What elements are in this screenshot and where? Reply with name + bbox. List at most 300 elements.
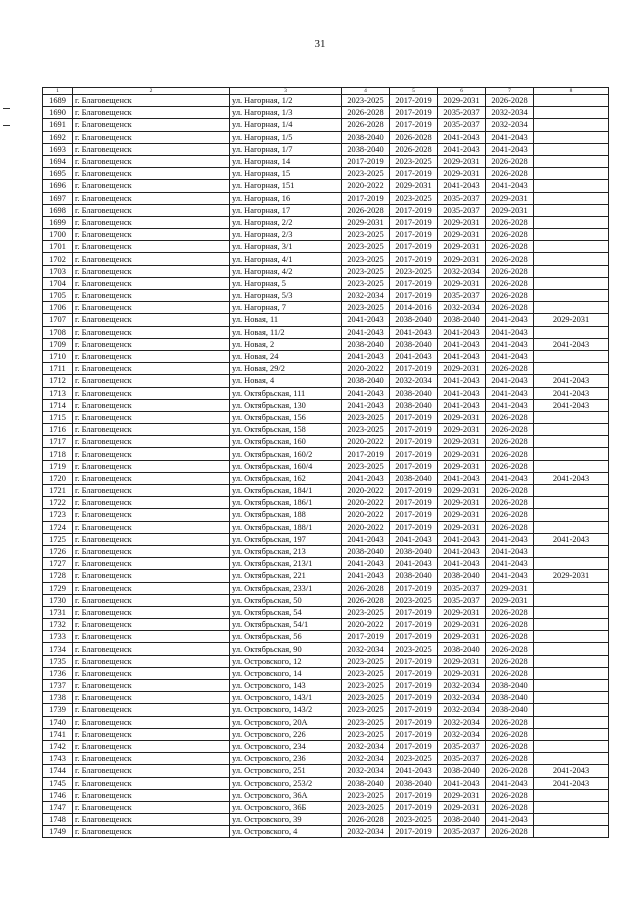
period-cell: 2026-2028 — [486, 826, 534, 838]
period-cell: 2029-2031 — [486, 204, 534, 216]
period-cell — [534, 594, 609, 606]
period-cell — [534, 241, 609, 253]
address-cell: ул. Октябрьская, 90 — [230, 643, 342, 655]
period-cell: 2026-2028 — [486, 619, 534, 631]
row-number: 1693 — [43, 143, 73, 155]
period-cell: 2041-2043 — [438, 375, 486, 387]
city-cell: г. Благовещенск — [73, 302, 230, 314]
period-cell: 2041-2043 — [534, 338, 609, 350]
city-cell: г. Благовещенск — [73, 411, 230, 423]
period-cell: 2041-2043 — [486, 814, 534, 826]
period-cell: 2041-2043 — [438, 558, 486, 570]
city-cell: г. Благовещенск — [73, 338, 230, 350]
period-cell: 2017-2019 — [342, 155, 390, 167]
period-cell: 2041-2043 — [486, 131, 534, 143]
period-cell: 2029-2031 — [438, 497, 486, 509]
period-cell: 2017-2019 — [390, 509, 438, 521]
row-number: 1717 — [43, 436, 73, 448]
period-cell: 2026-2028 — [486, 753, 534, 765]
table-row — [43, 619, 609, 631]
address-cell: ул. Островского, 14 — [230, 667, 342, 679]
period-cell: 2020-2022 — [342, 509, 390, 521]
row-number: 1713 — [43, 387, 73, 399]
period-cell: 2026-2028 — [486, 363, 534, 375]
period-cell: 2017-2019 — [390, 606, 438, 618]
city-cell: г. Благовещенск — [73, 472, 230, 484]
address-cell: ул. Октябрьская, 160/2 — [230, 448, 342, 460]
city-cell: г. Благовещенск — [73, 509, 230, 521]
period-cell: 2026-2028 — [486, 448, 534, 460]
period-cell: 2023-2025 — [342, 253, 390, 265]
row-number: 1749 — [43, 826, 73, 838]
period-cell — [534, 740, 609, 752]
row-number: 1691 — [43, 119, 73, 131]
period-cell: 2029-2031 — [438, 155, 486, 167]
row-number: 1745 — [43, 777, 73, 789]
period-cell: 2026-2028 — [486, 606, 534, 618]
period-cell: 2029-2031 — [534, 314, 609, 326]
table-row — [43, 692, 609, 704]
period-cell: 2041-2043 — [342, 314, 390, 326]
address-cell: ул. Нагорная, 14 — [230, 155, 342, 167]
period-cell: 2041-2043 — [390, 558, 438, 570]
period-cell: 2029-2031 — [438, 448, 486, 460]
period-cell: 2041-2043 — [486, 545, 534, 557]
period-cell: 2041-2043 — [486, 338, 534, 350]
table-row — [43, 399, 609, 411]
city-cell: г. Благовещенск — [73, 619, 230, 631]
address-cell: ул. Октябрьская, 197 — [230, 533, 342, 545]
address-cell: ул. Новая, 11/2 — [230, 326, 342, 338]
period-cell: 2041-2043 — [342, 533, 390, 545]
period-cell: 2029-2031 — [342, 216, 390, 228]
period-cell: 2017-2019 — [390, 253, 438, 265]
city-cell: г. Благовещенск — [73, 314, 230, 326]
period-cell: 2038-2040 — [438, 570, 486, 582]
table-row — [43, 168, 609, 180]
period-cell: 2020-2022 — [342, 497, 390, 509]
row-number: 1743 — [43, 753, 73, 765]
table-row — [43, 485, 609, 497]
city-cell: г. Благовещенск — [73, 558, 230, 570]
period-cell: 2017-2019 — [390, 241, 438, 253]
period-cell: 2017-2019 — [390, 277, 438, 289]
period-cell: 2017-2019 — [390, 680, 438, 692]
page-number: 31 — [314, 38, 326, 50]
period-cell: 2038-2040 — [342, 131, 390, 143]
address-cell: ул. Октябрьская, 188 — [230, 509, 342, 521]
row-number: 1715 — [43, 411, 73, 423]
period-cell: 2032-2034 — [390, 375, 438, 387]
address-cell: ул. Нагорная, 16 — [230, 192, 342, 204]
period-cell: 2023-2025 — [342, 168, 390, 180]
row-number: 1707 — [43, 314, 73, 326]
period-cell: 2026-2028 — [486, 168, 534, 180]
period-cell: 2026-2028 — [486, 497, 534, 509]
period-cell: 2017-2019 — [390, 631, 438, 643]
period-cell — [534, 131, 609, 143]
table-row — [43, 521, 609, 533]
city-cell: г. Благовещенск — [73, 789, 230, 801]
address-cell: ул. Нагорная, 7 — [230, 302, 342, 314]
period-cell: 2041-2043 — [486, 472, 534, 484]
table-row — [43, 631, 609, 643]
period-cell: 2029-2031 — [486, 594, 534, 606]
address-cell: ул. Островского, 226 — [230, 728, 342, 740]
period-cell: 2023-2025 — [342, 411, 390, 423]
period-cell: 2017-2019 — [390, 521, 438, 533]
housing-schedule-table — [42, 87, 609, 838]
period-cell: 2041-2043 — [438, 545, 486, 557]
city-cell: г. Благовещенск — [73, 448, 230, 460]
period-cell: 2038-2040 — [390, 399, 438, 411]
period-cell: 2023-2025 — [342, 716, 390, 728]
column-number-row — [43, 88, 609, 95]
period-cell: 2026-2028 — [342, 582, 390, 594]
margin-tick — [3, 108, 10, 109]
period-cell — [534, 826, 609, 838]
period-cell: 2017-2019 — [390, 485, 438, 497]
city-cell: г. Благовещенск — [73, 155, 230, 167]
period-cell: 2032-2034 — [342, 753, 390, 765]
address-cell: ул. Октябрьская, 233/1 — [230, 582, 342, 594]
table-row — [43, 290, 609, 302]
city-cell: г. Благовещенск — [73, 728, 230, 740]
period-cell: 2038-2040 — [438, 314, 486, 326]
address-cell: ул. Октябрьская, 158 — [230, 424, 342, 436]
period-cell: 2020-2022 — [342, 180, 390, 192]
period-cell — [534, 667, 609, 679]
address-cell: ул. Нагорная, 17 — [230, 204, 342, 216]
period-cell: 2038-2040 — [342, 338, 390, 350]
period-cell: 2041-2043 — [486, 143, 534, 155]
table-row — [43, 192, 609, 204]
address-cell: ул. Октябрьская, 54 — [230, 606, 342, 618]
period-cell: 2038-2040 — [486, 704, 534, 716]
period-cell — [534, 558, 609, 570]
period-cell: 2041-2043 — [534, 472, 609, 484]
table-row — [43, 314, 609, 326]
city-cell: г. Благовещенск — [73, 814, 230, 826]
period-cell: 2023-2025 — [390, 814, 438, 826]
period-cell: 2041-2043 — [534, 777, 609, 789]
period-cell: 2041-2043 — [486, 399, 534, 411]
period-cell: 2026-2028 — [342, 204, 390, 216]
row-number: 1733 — [43, 631, 73, 643]
period-cell: 2023-2025 — [342, 265, 390, 277]
table-row — [43, 545, 609, 557]
table-row — [43, 606, 609, 618]
period-cell — [534, 253, 609, 265]
table-row — [43, 716, 609, 728]
address-cell: ул. Нагорная, 3/1 — [230, 241, 342, 253]
period-cell: 2023-2025 — [342, 704, 390, 716]
table-row — [43, 411, 609, 423]
period-cell: 2026-2028 — [486, 643, 534, 655]
city-cell: г. Благовещенск — [73, 399, 230, 411]
period-cell: 2041-2043 — [486, 777, 534, 789]
period-cell: 2035-2037 — [438, 290, 486, 302]
period-cell: 2038-2040 — [390, 777, 438, 789]
address-cell: ул. Новая, 2 — [230, 338, 342, 350]
table-row — [43, 740, 609, 752]
period-cell: 2029-2031 — [438, 521, 486, 533]
row-number: 1712 — [43, 375, 73, 387]
column-header: 3 — [230, 88, 342, 95]
period-cell: 2041-2043 — [534, 387, 609, 399]
period-cell: 2032-2034 — [438, 302, 486, 314]
table-row — [43, 765, 609, 777]
period-cell — [534, 448, 609, 460]
city-cell: г. Благовещенск — [73, 180, 230, 192]
period-cell: 2041-2043 — [534, 533, 609, 545]
table-row — [43, 387, 609, 399]
period-cell — [534, 265, 609, 277]
address-cell: ул. Октябрьская, 50 — [230, 594, 342, 606]
city-cell: г. Благовещенск — [73, 497, 230, 509]
address-cell: ул. Островского, 143 — [230, 680, 342, 692]
city-cell: г. Благовещенск — [73, 753, 230, 765]
table-row — [43, 131, 609, 143]
row-number: 1689 — [43, 95, 73, 107]
period-cell: 2041-2043 — [534, 375, 609, 387]
period-cell — [534, 631, 609, 643]
period-cell: 2029-2031 — [438, 253, 486, 265]
period-cell: 2035-2037 — [438, 582, 486, 594]
period-cell: 2017-2019 — [390, 411, 438, 423]
city-cell: г. Благовещенск — [73, 436, 230, 448]
table-row — [43, 326, 609, 338]
period-cell — [534, 350, 609, 362]
table-row — [43, 119, 609, 131]
period-cell — [534, 95, 609, 107]
period-cell — [534, 643, 609, 655]
period-cell: 2032-2034 — [342, 826, 390, 838]
row-number: 1740 — [43, 716, 73, 728]
period-cell: 2032-2034 — [438, 692, 486, 704]
row-number: 1695 — [43, 168, 73, 180]
period-cell: 2026-2028 — [390, 143, 438, 155]
period-cell — [534, 814, 609, 826]
period-cell: 2026-2028 — [342, 119, 390, 131]
period-cell: 2017-2019 — [390, 692, 438, 704]
period-cell: 2020-2022 — [342, 521, 390, 533]
row-number: 1708 — [43, 326, 73, 338]
period-cell: 2041-2043 — [438, 399, 486, 411]
period-cell: 2026-2028 — [486, 728, 534, 740]
column-header: 7 — [486, 88, 534, 95]
period-cell: 2041-2043 — [342, 387, 390, 399]
row-number: 1730 — [43, 594, 73, 606]
address-cell: ул. Островского, 36А — [230, 789, 342, 801]
period-cell — [534, 692, 609, 704]
row-number: 1696 — [43, 180, 73, 192]
table-row — [43, 801, 609, 813]
row-number: 1714 — [43, 399, 73, 411]
period-cell: 2026-2028 — [486, 253, 534, 265]
period-cell: 2023-2025 — [342, 229, 390, 241]
city-cell: г. Благовещенск — [73, 265, 230, 277]
row-number: 1692 — [43, 131, 73, 143]
address-cell: ул. Нагорная, 1/5 — [230, 131, 342, 143]
row-number: 1716 — [43, 424, 73, 436]
period-cell: 2017-2019 — [390, 204, 438, 216]
table-row — [43, 460, 609, 472]
period-cell: 2023-2025 — [342, 460, 390, 472]
period-cell: 2032-2034 — [438, 704, 486, 716]
period-cell: 2026-2028 — [486, 265, 534, 277]
period-cell: 2038-2040 — [342, 545, 390, 557]
period-cell: 2026-2028 — [342, 594, 390, 606]
address-cell: ул. Октябрьская, 184/1 — [230, 485, 342, 497]
period-cell: 2017-2019 — [390, 168, 438, 180]
period-cell: 2020-2022 — [342, 436, 390, 448]
table-row — [43, 265, 609, 277]
address-cell: ул. Островского, 143/1 — [230, 692, 342, 704]
table-row — [43, 338, 609, 350]
table-row — [43, 472, 609, 484]
row-number: 1731 — [43, 606, 73, 618]
period-cell — [534, 753, 609, 765]
period-cell: 2038-2040 — [390, 472, 438, 484]
period-cell: 2026-2028 — [486, 460, 534, 472]
period-cell: 2017-2019 — [390, 119, 438, 131]
address-cell: ул. Островского, 39 — [230, 814, 342, 826]
period-cell: 2035-2037 — [438, 107, 486, 119]
period-cell: 2026-2028 — [486, 521, 534, 533]
city-cell: г. Благовещенск — [73, 326, 230, 338]
period-cell: 2026-2028 — [486, 436, 534, 448]
period-cell: 2017-2019 — [342, 192, 390, 204]
period-cell: 2017-2019 — [390, 619, 438, 631]
period-cell: 2038-2040 — [486, 680, 534, 692]
period-cell: 2029-2031 — [438, 509, 486, 521]
period-cell: 2017-2019 — [390, 789, 438, 801]
address-cell: ул. Октябрьская, 213/1 — [230, 558, 342, 570]
row-number: 1741 — [43, 728, 73, 740]
period-cell: 2023-2025 — [342, 241, 390, 253]
period-cell: 2026-2028 — [486, 95, 534, 107]
address-cell: ул. Нагорная, 5 — [230, 277, 342, 289]
period-cell: 2041-2043 — [342, 558, 390, 570]
city-cell: г. Благовещенск — [73, 119, 230, 131]
table-row — [43, 643, 609, 655]
row-number: 1709 — [43, 338, 73, 350]
period-cell — [534, 411, 609, 423]
period-cell: 2041-2043 — [438, 533, 486, 545]
city-cell: г. Благовещенск — [73, 680, 230, 692]
period-cell: 2041-2043 — [438, 350, 486, 362]
row-number: 1738 — [43, 692, 73, 704]
period-cell — [534, 168, 609, 180]
period-cell: 2014-2016 — [390, 302, 438, 314]
period-cell: 2029-2031 — [438, 95, 486, 107]
city-cell: г. Благовещенск — [73, 375, 230, 387]
period-cell: 2017-2019 — [390, 716, 438, 728]
column-header: 4 — [342, 88, 390, 95]
period-cell: 2026-2028 — [486, 302, 534, 314]
period-cell: 2017-2019 — [390, 655, 438, 667]
table-row — [43, 436, 609, 448]
city-cell: г. Благовещенск — [73, 582, 230, 594]
period-cell — [534, 302, 609, 314]
period-cell: 2023-2025 — [390, 753, 438, 765]
period-cell: 2026-2028 — [486, 631, 534, 643]
period-cell: 2041-2043 — [486, 375, 534, 387]
period-cell: 2026-2028 — [486, 655, 534, 667]
period-cell: 2023-2025 — [342, 302, 390, 314]
address-cell: ул. Островского, 253/2 — [230, 777, 342, 789]
period-cell: 2041-2043 — [438, 472, 486, 484]
city-cell: г. Благовещенск — [73, 229, 230, 241]
column-header: 5 — [390, 88, 438, 95]
row-number: 1728 — [43, 570, 73, 582]
row-number: 1725 — [43, 533, 73, 545]
city-cell: г. Благовещенск — [73, 241, 230, 253]
row-number: 1690 — [43, 107, 73, 119]
period-cell: 2017-2019 — [390, 582, 438, 594]
table-row — [43, 497, 609, 509]
period-cell: 2032-2034 — [438, 716, 486, 728]
period-cell: 2041-2043 — [486, 314, 534, 326]
table-row — [43, 570, 609, 582]
period-cell: 2041-2043 — [342, 472, 390, 484]
period-cell: 2038-2040 — [390, 545, 438, 557]
period-cell: 2026-2028 — [486, 667, 534, 679]
table-row — [43, 180, 609, 192]
period-cell: 2038-2040 — [438, 643, 486, 655]
period-cell: 2041-2043 — [342, 570, 390, 582]
address-cell: ул. Октябрьская, 186/1 — [230, 497, 342, 509]
period-cell: 2038-2040 — [438, 765, 486, 777]
period-cell: 2017-2019 — [390, 740, 438, 752]
period-cell: 2023-2025 — [342, 606, 390, 618]
city-cell: г. Благовещенск — [73, 801, 230, 813]
address-cell: ул. Новая, 4 — [230, 375, 342, 387]
period-cell: 2038-2040 — [342, 777, 390, 789]
period-cell: 2029-2031 — [486, 192, 534, 204]
period-cell: 2017-2019 — [390, 728, 438, 740]
city-cell: г. Благовещенск — [73, 765, 230, 777]
row-number: 1711 — [43, 363, 73, 375]
period-cell: 2029-2031 — [438, 606, 486, 618]
address-cell: ул. Нагорная, 2/3 — [230, 229, 342, 241]
address-cell: ул. Октябрьская, 221 — [230, 570, 342, 582]
period-cell: 2035-2037 — [438, 740, 486, 752]
period-cell — [534, 801, 609, 813]
row-number: 1747 — [43, 801, 73, 813]
period-cell: 2041-2043 — [486, 387, 534, 399]
row-number: 1737 — [43, 680, 73, 692]
city-cell: г. Благовещенск — [73, 363, 230, 375]
address-cell: ул. Октябрьская, 160 — [230, 436, 342, 448]
period-cell: 2017-2019 — [390, 229, 438, 241]
row-number: 1704 — [43, 277, 73, 289]
period-cell: 2026-2028 — [486, 789, 534, 801]
table-row — [43, 777, 609, 789]
period-cell: 2017-2019 — [390, 216, 438, 228]
city-cell: г. Благовещенск — [73, 107, 230, 119]
table-row — [43, 814, 609, 826]
address-cell: ул. Островского, 234 — [230, 740, 342, 752]
period-cell: 2026-2028 — [486, 277, 534, 289]
table-row — [43, 229, 609, 241]
table-row — [43, 350, 609, 362]
period-cell: 2026-2028 — [486, 241, 534, 253]
period-cell: 2026-2028 — [486, 485, 534, 497]
row-number: 1744 — [43, 765, 73, 777]
period-cell — [534, 485, 609, 497]
